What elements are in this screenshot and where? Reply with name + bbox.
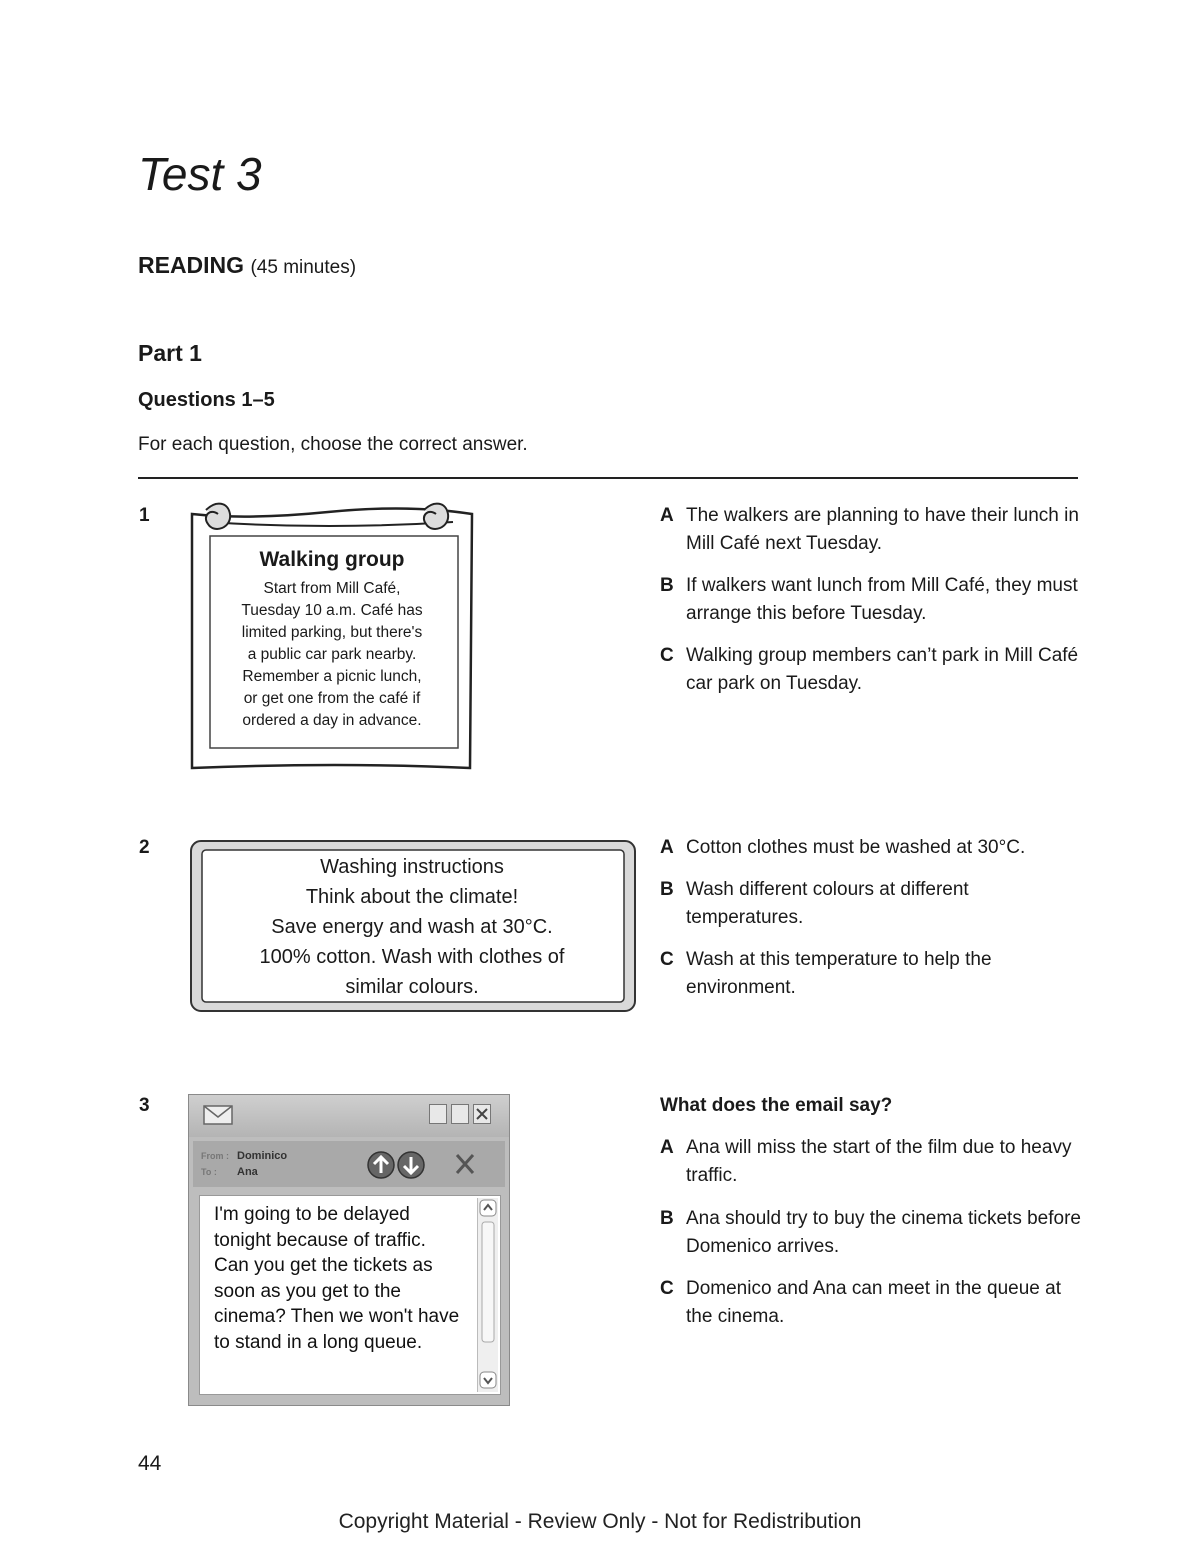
email-titlebar	[189, 1095, 509, 1137]
option-text: The walkers are planning to have their lunch in Mill Café next Tuesday.	[686, 505, 1079, 554]
label-line: 100% cotton. Wash with clothes of	[259, 946, 565, 968]
option-text: Ana will miss the start of the film due to heavy traffic.	[686, 1137, 1072, 1186]
notice-line: a public car park nearby.	[247, 646, 417, 663]
scroll-thumb[interactable]	[482, 1222, 494, 1342]
notice-line: limited parking, but there's	[241, 624, 423, 641]
question-number: 3	[139, 1095, 150, 1116]
email-recipient: Ana	[237, 1166, 258, 1178]
option-letter: C	[660, 1278, 674, 1299]
section-name: READING	[138, 252, 245, 278]
close-icon	[474, 1105, 490, 1123]
section-heading	[138, 250, 356, 283]
scroll-up-icon[interactable]	[480, 1200, 496, 1216]
option-letter: B	[660, 575, 674, 596]
option-text: Domenico and Ana can meet in the queue at the cinema.	[686, 1278, 1061, 1327]
option-letter: B	[660, 879, 674, 900]
label-line: Save energy and wash at 30°C.	[271, 916, 553, 938]
instructions-text: For each question, choose the correct answer.	[138, 434, 528, 455]
notice-line: ordered a day in advance.	[242, 712, 422, 729]
minimize-button[interactable]	[429, 1104, 447, 1124]
answer-option-b[interactable]	[660, 1205, 1090, 1261]
option-text: Cotton clothes must be washed at 30°C.	[686, 837, 1026, 858]
arrow-down-icon[interactable]	[398, 1152, 424, 1178]
from-label: From :	[201, 1151, 229, 1161]
option-text: Wash different colours at different temperatures.	[686, 879, 969, 928]
answer-option-a[interactable]	[660, 1134, 1090, 1190]
option-text: Walking group members can’t park in Mill Café car park on Tuesday.	[686, 645, 1079, 694]
email-window	[188, 1094, 510, 1406]
questions-heading: Questions 1–5	[138, 389, 275, 411]
option-letter: C	[660, 645, 674, 666]
part-heading: Part 1	[138, 340, 202, 366]
scrollbar[interactable]	[477, 1198, 498, 1392]
notice-line: or get one from the café if	[243, 690, 421, 707]
to-label: To :	[201, 1167, 217, 1177]
email-actions	[359, 1145, 499, 1185]
page-title: Test 3	[138, 148, 262, 200]
arrow-up-icon[interactable]	[368, 1152, 394, 1178]
answer-option-a[interactable]	[660, 502, 1090, 558]
question-number: 1	[139, 505, 150, 526]
option-text: Wash at this temperature to help the environment.	[686, 949, 992, 998]
answer-option-c[interactable]	[660, 946, 1090, 1002]
answer-option-c[interactable]	[660, 642, 1090, 698]
email-body	[199, 1195, 501, 1395]
email-to-row	[201, 1165, 258, 1179]
label-line: Think about the climate!	[305, 886, 519, 908]
option-letter: A	[660, 505, 674, 526]
notice-body	[214, 578, 450, 732]
email-from-row	[201, 1149, 287, 1163]
email-message: I'm going to be delayed tonight because of traffic. Can you get the tickets as soon as you get to the cinema? Then we won't have to stand in a long queue.	[214, 1204, 460, 1353]
answer-option-b[interactable]	[660, 876, 1090, 932]
envelope-icon	[203, 1105, 233, 1125]
question-number: 2	[139, 837, 150, 858]
notice-line: Start from Mill Café,	[263, 580, 401, 597]
option-text: Ana should try to buy the cinema tickets before Domenico arrives.	[686, 1208, 1081, 1257]
delete-icon[interactable]	[457, 1155, 473, 1173]
option-letter: A	[660, 837, 674, 858]
option-letter: C	[660, 949, 674, 970]
answer-option-b[interactable]	[660, 572, 1090, 628]
option-text: If walkers want lunch from Mill Café, they must arrange this before Tuesday.	[686, 575, 1078, 624]
answer-option-a[interactable]	[660, 834, 1090, 862]
question-prompt: What does the email say?	[660, 1095, 893, 1116]
label-line: similar colours.	[345, 976, 479, 998]
notice-line: Remember a picnic lunch,	[242, 668, 422, 685]
label-line: Washing instructions	[320, 856, 504, 878]
divider	[138, 477, 1078, 479]
scroll-down-icon[interactable]	[480, 1372, 496, 1388]
option-letter: A	[660, 1137, 674, 1158]
label-body	[198, 852, 626, 1002]
option-letter: B	[660, 1208, 674, 1229]
email-sender: Dominico	[237, 1150, 288, 1162]
window-close-button[interactable]	[473, 1104, 491, 1124]
page-number: 44	[138, 1452, 162, 1475]
maximize-button[interactable]	[451, 1104, 469, 1124]
section-duration: (45 minutes)	[250, 257, 357, 278]
answer-option-c[interactable]	[660, 1275, 1090, 1331]
copyright-footer: Copyright Material - Review Only - Not for Redistribution	[338, 1510, 862, 1533]
notice-line: Tuesday 10 a.m. Café has	[241, 602, 423, 619]
notice-title: Walking group	[259, 548, 405, 571]
